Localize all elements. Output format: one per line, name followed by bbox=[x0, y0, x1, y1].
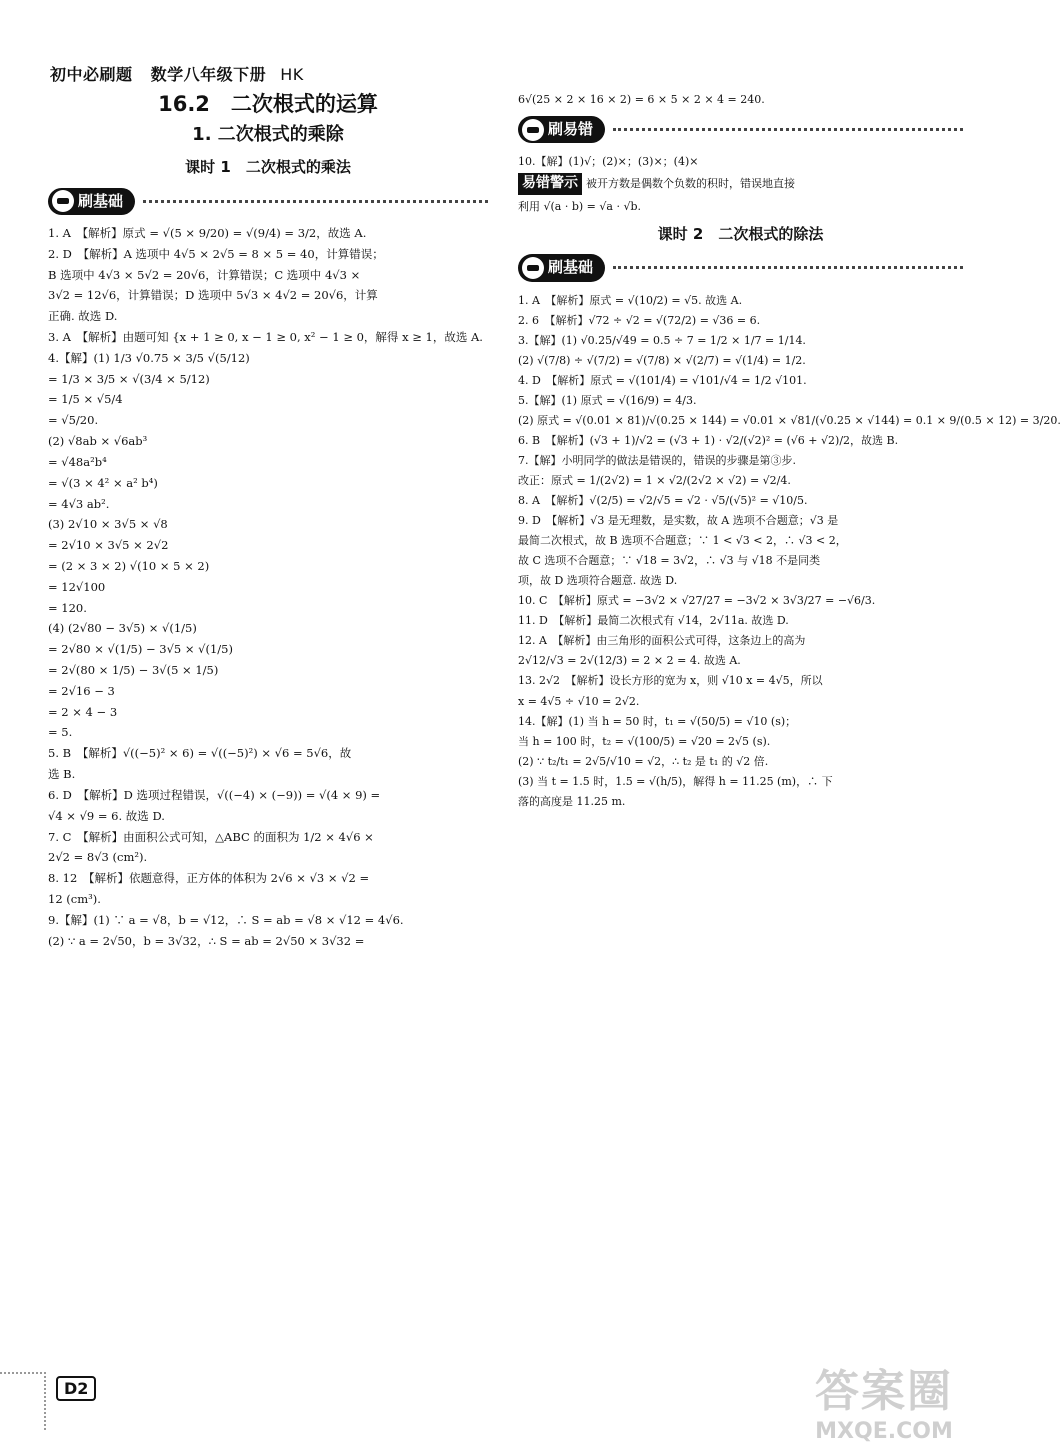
error-badge-label: 刷易错 bbox=[548, 120, 594, 139]
answer-line: = 1/3 × 3/5 × √(3/4 × 5/12) bbox=[48, 371, 210, 386]
answer-line: (2) √(7/8) ÷ √(7/2) = √(7/8) × √(2/7) = √(1/4) = 1/2. bbox=[518, 353, 806, 367]
answer-line: 10. C 【解析】原式 = −3√2 × √27/27 = −3√2 × 3√3/27 = −√6/3. bbox=[518, 594, 876, 608]
answer-line: 2√12/√3 = 2√(12/3) = 2 × 2 = 4. 故选 A. bbox=[518, 654, 741, 668]
footer-dotted-corner bbox=[0, 1372, 46, 1430]
header-edition: HK bbox=[280, 65, 304, 84]
answer-line: x = 4√5 ÷ √10 = 2√2. bbox=[518, 694, 640, 708]
answer-line: = √48a²b⁴ bbox=[48, 454, 107, 469]
badge-row-basic-2 bbox=[518, 254, 963, 281]
answer-line: 9. D 【解析】√3 是无理数，是实数，故 A 选项不合题意；√3 是 bbox=[518, 514, 839, 528]
section-title: 16.2 二次根式的运算 bbox=[158, 92, 378, 116]
answer-line: 3.【解】(1) √0.25/√49 = 0.5 ÷ 7 = 1/2 × 1/7 = 1/14. bbox=[518, 333, 806, 347]
warning-line-1 bbox=[518, 173, 963, 195]
answer-line: 7. C 【解析】由面积公式可知，△ABC 的面积为 1/2 × 4√6 × bbox=[48, 829, 374, 844]
header-subject: 数学八年级下册 bbox=[150, 65, 267, 84]
lesson-title-1: 课时 1 二次根式的乘法 bbox=[185, 158, 351, 177]
right-column bbox=[518, 88, 1061, 813]
answer-line: = 2 × 4 − 3 bbox=[48, 704, 118, 719]
answer-line: 正确. 故选 D. bbox=[48, 309, 118, 324]
answer-line: (3) 当 t = 1.5 时，1.5 = √(h/5)，解得 h = 11.25 (m)，∴ 下 bbox=[518, 774, 833, 788]
answer-line: 2√2 = 8√3 (cm²). bbox=[48, 850, 148, 865]
basic-badge-2-label: 刷基础 bbox=[548, 258, 594, 277]
answer-line: 7.【解】小明同学的做法是错误的，错误的步骤是第③步. bbox=[518, 453, 796, 467]
warning-label: 易错警示 bbox=[518, 173, 582, 195]
answer-line: (2) √8ab × √6ab³ bbox=[48, 434, 148, 449]
answer-line: 5.【解】(1) 原式 = √(16/9) = 4/3. bbox=[518, 393, 697, 407]
badge-row-error bbox=[518, 116, 963, 143]
watermark-url: MXQE.COM bbox=[815, 1419, 953, 1444]
answer-line: B 选项中 4√3 × 5√2 = 20√6，计算错误；C 选项中 4√3 × bbox=[48, 267, 361, 282]
answer-line: = 2√10 × 3√5 × 2√2 bbox=[48, 538, 169, 553]
answer-line: 选 B. bbox=[48, 767, 76, 782]
answer-line: (4) (2√80 − 3√5) × √(1/5) bbox=[48, 621, 197, 636]
watermark-text: 答案圈 bbox=[815, 1366, 953, 1417]
dotted-divider bbox=[613, 128, 963, 131]
answer-line: = 5. bbox=[48, 725, 73, 740]
answer-line: (3) 2√10 × 3√5 × √8 bbox=[48, 517, 168, 532]
warning-text-1: 被开方数是偶数个负数的积时，错误地直接 bbox=[586, 177, 795, 191]
section-subtitle: 1. 二次根式的乘除 bbox=[192, 123, 344, 145]
answer-line: 1. A 【解析】原式 = √(5 × 9/20) = √(9/4) = 3/2，故选 A. bbox=[48, 225, 367, 240]
answer-line: 故 C 选项不合题意；∵ √18 = 3√2，∴ √3 与 √18 不是同类 bbox=[518, 554, 821, 568]
answer-line: 11. D 【解析】最简二次根式有 √14，2√11a. 故选 D. bbox=[518, 614, 789, 628]
basic-badge bbox=[48, 188, 135, 215]
answer-line: 项，故 D 选项符合题意. 故选 D. bbox=[518, 574, 678, 588]
lesson-title-2: 课时 2 二次根式的除法 bbox=[657, 225, 824, 244]
answer-line: = 1/5 × √5/4 bbox=[48, 392, 123, 407]
left-column bbox=[48, 86, 488, 953]
answer-line: 8. 12 【解析】依题意得，正方体的体积为 2√6 × √3 × √2 = bbox=[48, 871, 370, 886]
answer-line: 9.【解】(1) ∵ a = √8，b = √12，∴ S = ab = √8 × √12 = 4√6. bbox=[48, 912, 404, 927]
header-title: 初中必刷题 bbox=[50, 65, 133, 84]
basic-badge-2 bbox=[518, 254, 605, 281]
right-answer-list bbox=[518, 292, 1061, 810]
answer-line: (2) ∵ a = 2√50，b = 3√32，∴ S = ab = 2√50 × 3√32 = bbox=[48, 933, 365, 948]
answer-line: 1. A 【解析】原式 = √(10/2) = √5. 故选 A. bbox=[518, 293, 743, 307]
answer-line: = 12√100 bbox=[48, 579, 106, 594]
answer-line: = 120. bbox=[48, 600, 87, 615]
page-number: D2 bbox=[56, 1376, 96, 1401]
answer-line: 8. A 【解析】√(2/5) = √2/√5 = √2 · √5/(√5)² = √10/5. bbox=[518, 494, 808, 508]
answer-line: 3√2 = 12√6，计算错误；D 选项中 5√3 × 4√2 = 20√6，计算 bbox=[48, 288, 378, 303]
page-header bbox=[50, 62, 304, 85]
badge-row-basic bbox=[48, 188, 488, 215]
answer-line: 4.【解】(1) 1/3 √0.75 × 3/5 √(5/12) bbox=[48, 350, 250, 365]
brush-icon bbox=[52, 190, 74, 212]
answer-line: 3. A 【解析】由题可知 {x + 1 ≥ 0, x − 1 ≥ 0, x² − 1 ≥ 0，解得 x ≥ 1，故选 A. bbox=[48, 330, 483, 344]
brush-icon bbox=[522, 257, 544, 279]
answer-line: √4 × √9 = 6. 故选 D. bbox=[48, 808, 165, 823]
answer-line: 12 (cm³). bbox=[48, 891, 101, 906]
answer-line: 5. B 【解析】√((−5)² × 6) = √((−5)²) × √6 = 5√6，故 bbox=[48, 746, 352, 761]
answer-line: (2) 原式 = √(0.01 × 81)/√(0.25 × 144) = √0.01 × √81/(√0.25 × √144) = 0.1 × 9/(0.5 × 12) = 3/20. bbox=[518, 413, 1061, 427]
answer-line: 最简二次根式，故 B 选项不合题意；∵ 1 < √3 < 2，∴ √3 < 2， bbox=[518, 534, 847, 548]
dotted-divider bbox=[143, 200, 488, 203]
error-badge bbox=[518, 116, 605, 143]
watermark-logo bbox=[815, 1355, 953, 1444]
warning-line-2: 利用 √(a · b) = √a · √b. bbox=[518, 200, 641, 214]
answer-line: = 2√80 × √(1/5) − 3√5 × √(1/5) bbox=[48, 642, 233, 657]
answer-line: (2) ∵ t₂/t₁ = 2√5/√10 = √2，∴ t₂ 是 t₁ 的 √2 倍. bbox=[518, 754, 769, 768]
answer-line: 14.【解】(1) 当 h = 50 时，t₁ = √(50/5) = √10 (s)； bbox=[518, 714, 797, 728]
answer-line: 4. D 【解析】原式 = √(101/4) = √101/√4 = 1/2 √101. bbox=[518, 373, 807, 387]
answer-line: = √(3 × 4² × a² b⁴) bbox=[48, 475, 158, 490]
answer-line: 13. 2√2 【解析】设长方形的宽为 x，则 √10 x = 4√5，所以 bbox=[518, 674, 823, 688]
continued-line: 6√(25 × 2 × 16 × 2) = 6 × 5 × 2 × 4 = 240. bbox=[518, 93, 765, 106]
answer-line: = √5/20. bbox=[48, 413, 99, 428]
q10-answer: 10.【解】(1)√；(2)×；(3)×；(4)× bbox=[518, 155, 699, 169]
answer-line: 12. A 【解析】由三角形的面积公式可得，这条边上的高为 bbox=[518, 634, 806, 648]
answer-line: 落的高度是 11.25 m. bbox=[518, 794, 626, 808]
brush-icon bbox=[522, 119, 544, 141]
answer-line: 2. 6 【解析】√72 ÷ √2 = √(72/2) = √36 = 6. bbox=[518, 313, 761, 327]
answer-line: 当 h = 100 时，t₂ = √(100/5) = √20 = 2√5 (s). bbox=[518, 734, 771, 748]
answer-line: 6. B 【解析】(√3 + 1)/√2 = (√3 + 1) · √2/(√2)² = (√6 + √2)/2，故选 B. bbox=[518, 433, 899, 447]
answer-line: 6. D 【解析】D 选项过程错误，√((−4) × (−9)) = √(4 × 9) = bbox=[48, 787, 381, 802]
left-answer-list bbox=[48, 225, 488, 950]
answer-line: = (2 × 3 × 2) √(10 × 5 × 2) bbox=[48, 558, 210, 573]
answer-line: = 2√16 − 3 bbox=[48, 683, 115, 698]
answer-line: 2. D 【解析】A 选项中 4√5 × 2√5 = 8 × 5 = 40，计算错误； bbox=[48, 246, 384, 261]
answer-line: = 2√(80 × 1/5) − 3√(5 × 1/5) bbox=[48, 663, 219, 677]
dotted-divider bbox=[613, 266, 963, 269]
answer-line: 改正：原式 = 1/(2√2) = 1 × √2/(2√2 × √2) = √2/4. bbox=[518, 474, 791, 487]
basic-badge-label: 刷基础 bbox=[78, 191, 124, 210]
answer-line: = 4√3 ab². bbox=[48, 496, 110, 511]
